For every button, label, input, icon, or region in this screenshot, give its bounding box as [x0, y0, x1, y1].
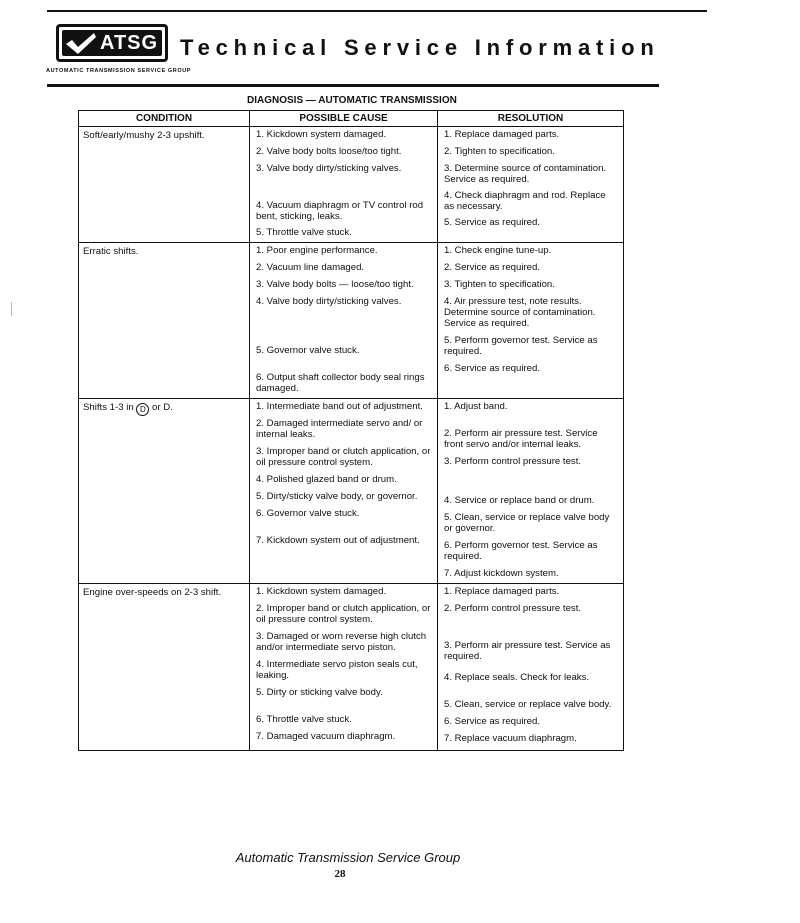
logo-arc-text: AUTOMATIC TRANSMISSION SERVICE GROUP — [46, 68, 192, 74]
list-item: 3. Perform control pressure test. — [444, 456, 582, 467]
list-item: 4. Replace seals. Check for leaks. — [444, 672, 590, 683]
list-item: 6. Throttle valve stuck. — [256, 714, 352, 725]
list-item: 4. Vacuum diaphragm or TV control rod bent, sticking, leaks. — [256, 200, 424, 222]
list-item: 1. Replace damaged parts. — [444, 586, 560, 597]
resolution-cell — [438, 584, 624, 751]
table-row — [79, 399, 624, 584]
list-item: 2. Tighten to specification. — [444, 146, 555, 157]
list-item: 3. Tighten to specification. — [444, 279, 555, 290]
list-item: 5. Governor valve stuck. — [256, 345, 360, 356]
list-item: 1. Check engine tune-up. — [444, 245, 552, 256]
list-item: 1. Adjust band. — [444, 401, 508, 412]
list-item: 4. Check diaphragm and rod. Replace as necessary. — [444, 190, 606, 212]
table-row — [79, 127, 624, 243]
resolution-cell — [438, 399, 624, 584]
checkmark-icon — [64, 30, 98, 56]
list-item: 4. Intermediate servo piston seals cut, leaking. — [256, 659, 418, 681]
list-item: 3. Valve body bolts — loose/too tight. — [256, 279, 414, 290]
page-number: 28 — [334, 868, 346, 880]
list-item: 1. Replace damaged parts. — [444, 129, 560, 140]
margin-mark — [11, 302, 12, 316]
logo-badge — [56, 24, 168, 62]
list-item: 1. Kickdown system damaged. — [256, 129, 387, 140]
list-item: 6. Service as required. — [444, 363, 540, 374]
list-item: 2. Perform control pressure test. — [444, 603, 582, 614]
condition-cell — [79, 399, 250, 584]
list-item: 4. Polished glazed band or drum. — [256, 474, 397, 485]
list-item: 3. Improper band or clutch application, or oil pressure control system. — [256, 446, 431, 468]
list-item: 5. Dirty or sticking valve body. — [256, 687, 383, 698]
footer-publisher: Automatic Transmission Service Group — [235, 850, 461, 865]
cause-cell — [250, 243, 438, 399]
diagnosis-table — [78, 110, 624, 751]
list-item: 1. Intermediate band out of adjustment. — [256, 401, 423, 412]
list-item: 6. Output shaft collector body seal rings damaged. — [256, 372, 425, 394]
condition-cell — [79, 127, 250, 243]
list-item: 3. Perform air pressure test. Service as required. — [444, 640, 611, 662]
list-item: 5. Clean, service or replace valve body or governor. — [444, 512, 610, 534]
list-item: 7. Kickdown system out of adjustment. — [256, 535, 420, 546]
list-item: 1. Poor engine performance. — [256, 245, 378, 256]
list-item: 2. Improper band or clutch application, or oil pressure control system. — [256, 603, 431, 625]
list-item: 2. Service as required. — [444, 262, 540, 273]
list-item: 4. Valve body dirty/sticking valves. — [256, 296, 402, 307]
table-row — [79, 243, 624, 399]
condition-text: Erratic shifts. — [83, 246, 139, 257]
list-item: 2. Vacuum line damaged. — [256, 262, 365, 273]
list-item: 5. Service as required. — [444, 217, 540, 228]
column-header-possible-cause: POSSIBLE CAUSE — [250, 111, 438, 127]
list-item: 5. Perform governor test. Service as required. — [444, 335, 598, 357]
list-item: 6. Governor valve stuck. — [256, 508, 360, 519]
column-header-condition: CONDITION — [79, 111, 250, 127]
list-item: 5. Clean, service or replace valve body. — [444, 699, 612, 710]
atsg-logo — [46, 20, 192, 80]
list-item: 3. Valve body dirty/sticking valves. — [256, 163, 402, 174]
list-item: 7. Damaged vacuum diaphragm. — [256, 731, 396, 742]
logo-name: ATSG — [100, 31, 159, 54]
section-title: DIAGNOSIS — AUTOMATIC TRANSMISSION — [247, 95, 457, 106]
header-rule — [47, 84, 659, 87]
list-item: 6. Perform governor test. Service as required. — [444, 540, 598, 562]
resolution-cell — [438, 127, 624, 243]
top-rule — [47, 10, 707, 12]
cause-cell — [250, 399, 438, 584]
list-item: 3. Determine source of contamination. Service as required. — [444, 163, 607, 185]
list-item: 1. Kickdown system damaged. — [256, 586, 387, 597]
list-item: 4. Service or replace band or drum. — [444, 495, 595, 506]
condition-cell — [79, 243, 250, 399]
gear-d-circle-icon: D — [136, 403, 149, 416]
condition-prefix: Shifts 1-3 in — [83, 402, 134, 413]
list-item: 2. Valve body bolts loose/too tight. — [256, 146, 402, 157]
list-item: 7. Adjust kickdown system. — [444, 568, 559, 579]
table-header-row — [79, 111, 624, 127]
list-item: 2. Damaged intermediate servo and/ or internal leaks. — [256, 418, 423, 440]
condition-text: Engine over-speeds on 2-3 shift. — [83, 587, 222, 598]
list-item: 6. Service as required. — [444, 716, 540, 727]
page-title: Technical Service Information — [180, 35, 660, 60]
list-item: 4. Air pressure test, note results. Determine source of contamination. Service as required. — [444, 296, 596, 329]
cause-cell — [250, 584, 438, 751]
condition-cell — [79, 584, 250, 751]
resolution-cell — [438, 243, 624, 399]
table-row — [79, 584, 624, 751]
condition-text: Soft/early/mushy 2-3 upshift. — [83, 130, 205, 141]
list-item: 2. Perform air pressure test. Service front servo and/or internal leaks. — [444, 428, 598, 450]
column-header-resolution: RESOLUTION — [438, 111, 624, 127]
list-item: 5. Throttle valve stuck. — [256, 227, 352, 238]
cause-cell — [250, 127, 438, 243]
list-item: 3. Damaged or worn reverse high clutch and/or intermediate servo piston. — [256, 631, 427, 653]
condition-suffix: or D. — [152, 402, 173, 413]
list-item: 5. Dirty/sticky valve body, or governor. — [256, 491, 418, 502]
list-item: 7. Replace vacuum diaphragm. — [444, 733, 577, 744]
